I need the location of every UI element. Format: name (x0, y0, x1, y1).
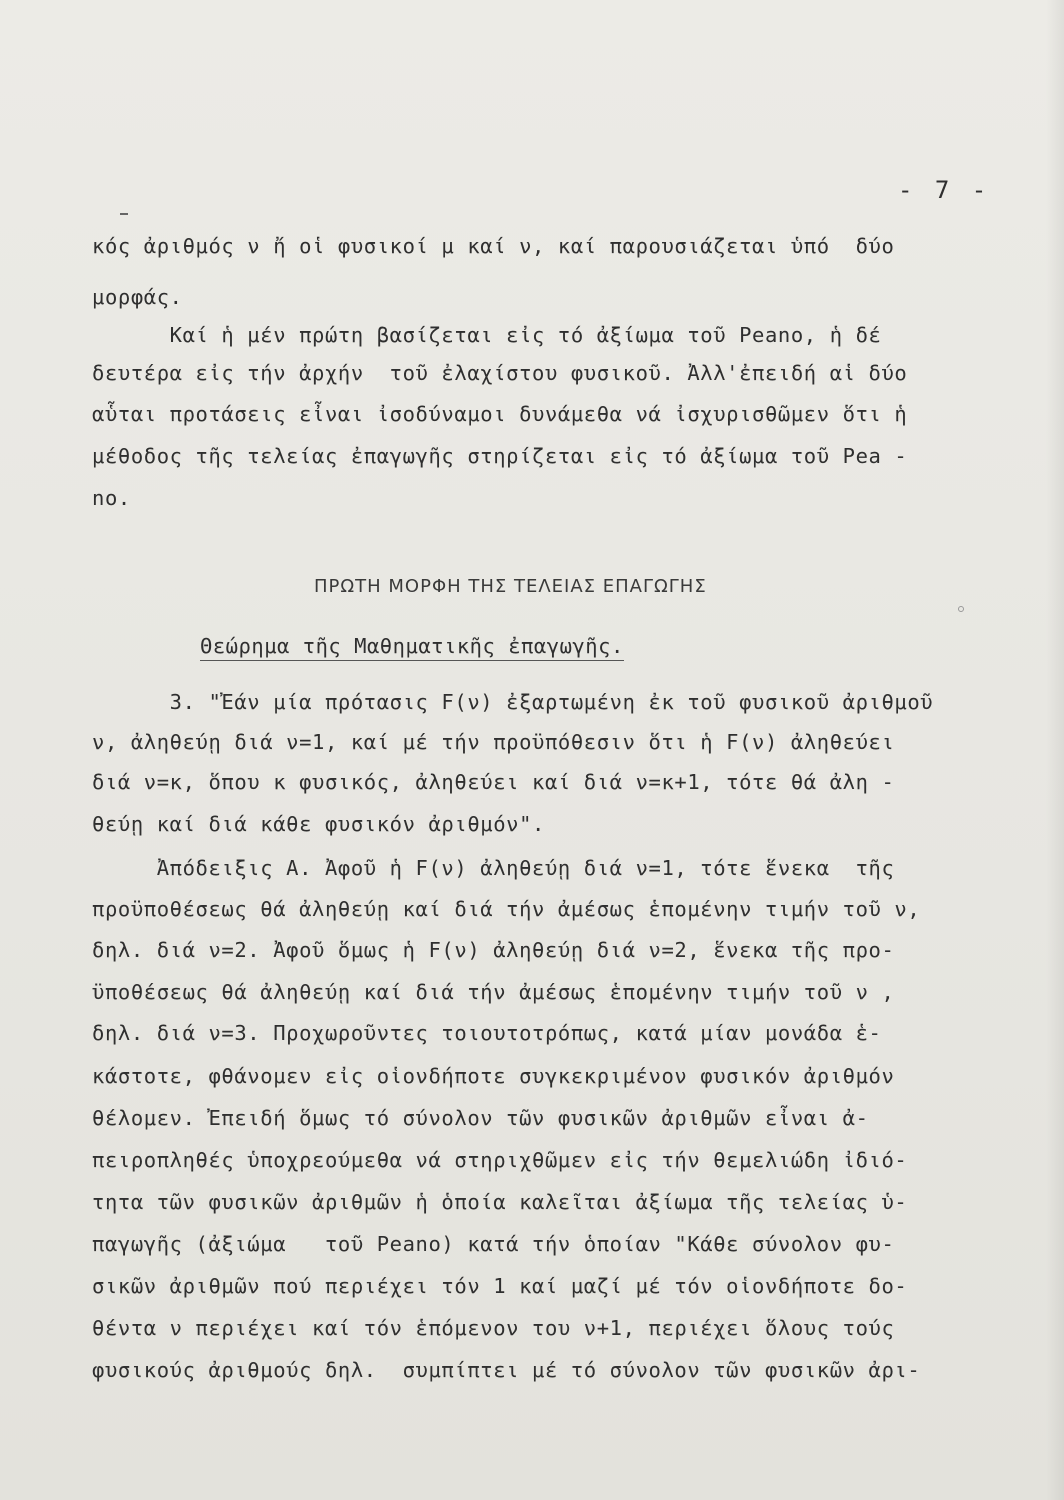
text-line: τητα τῶν φυσικῶν ἀριθμῶν ἡ ὁποία καλεῖται ἀξίωμα τῆς τελείας ὑ- (92, 1190, 908, 1214)
stray-mark (120, 213, 128, 215)
text-line: κάστοτε, φθάνομεν εἰς οἱονδήποτε συγκεκριμένον φυσικόν ἀριθμόν (92, 1064, 895, 1088)
text-line: δηλ. διά ν=3. Προχωροῦντες τοιουτοτρόπως, κατά μίαν μονάδα ἑ- (92, 1021, 882, 1045)
text-line: μέθοδος τῆς τελείας ἐπαγωγῆς στηρίζεται εἰς τό ἀξίωμα τοῦ Pea - (92, 444, 908, 468)
text-line: no. (92, 486, 131, 510)
paper-speck (958, 606, 964, 612)
text-line: ν, ἀληθεύῃ διά ν=1, καί μέ τήν προϋπόθεσιν ὅτι ἡ F(ν) ἀληθεύει (92, 730, 895, 754)
text-line: ϋποθέσεως θά ἀληθεύῃ καί διά τήν ἀμέσως ἑπομένην τιμήν τοῦ ν , (92, 980, 895, 1004)
text-line: Ἀπόδειξις Α. Ἀφοῦ ἡ F(ν) ἀληθεύῃ διά ν=1, τότε ἕνεκα τῆς (92, 856, 895, 880)
text-line: πειροπληθές ὑποχρεούμεθα νά στηριχθῶμεν εἰς τήν θεμελιώδη ἰδιό- (92, 1148, 908, 1172)
text-line: 3. "Ἐάν μία πρότασις F(ν) ἐξαρτωμένη ἐκ τοῦ φυσικοῦ ἀριθμοῦ (92, 690, 934, 714)
text-line: μορφάς. (92, 285, 183, 309)
text-line: θέλομεν. Ἐπειδή ὅμως τό σύνολον τῶν φυσικῶν ἀριθμῶν εἶναι ἀ- (92, 1106, 869, 1130)
text-line: προϋποθέσεως θά ἀληθεύῃ καί διά τήν ἀμέσως ἑπομένην τιμήν τοῦ ν, (92, 897, 921, 921)
section-heading: ΠΡΩΤΗ ΜΟΡΦΗ ΤΗΣ ΤΕΛΕΙΑΣ ΕΠΑΓΩΓΗΣ (314, 576, 707, 597)
text-line: σικῶν ἀριθμῶν πού περιέχει τόν 1 καί μαζί μέ τόν οἱονδήποτε δο- (92, 1274, 908, 1298)
page-edge-shadow (1046, 0, 1064, 1500)
theorem-title: Θεώρημα τῆς Μαθηματικῆς ἐπαγωγῆς. (200, 634, 624, 661)
text-line: παγωγῆς (ἀξιώμα τοῦ Peano) κατά τήν ὁποίαν "Κάθε σύνολον φυ- (92, 1232, 895, 1256)
text-line: θεύῃ καί διά κάθε φυσικόν ἀριθμόν". (92, 812, 545, 836)
text-line: αὗται προτάσεις εἶναι ἰσοδύναμοι δυνάμεθα νά ἰσχυρισθῶμεν ὅτι ἡ (92, 402, 908, 426)
page-number: - 7 - (898, 176, 991, 204)
text-line: δηλ. διά ν=2. Ἀφοῦ ὅμως ἡ F(ν) ἀληθεύῃ διά ν=2, ἕνεκα τῆς προ- (92, 938, 895, 962)
text-line: κός ἀριθμός ν ἤ οἱ φυσικοί μ καί ν, καί παρουσιάζεται ὑπό δύο (92, 234, 895, 258)
text-line: διά ν=κ, ὅπου κ φυσικός, ἀληθεύει καί διά ν=κ+1, τότε θά ἀλη - (92, 770, 895, 794)
text-line: δευτέρα εἰς τήν ἀρχήν τοῦ ἐλαχίστου φυσικοῦ. Ἀλλ'ἐπειδή αἱ δύο (92, 361, 908, 385)
text-line: Καί ἡ μέν πρώτη βασίζεται εἰς τό ἀξίωμα τοῦ Peano, ἡ δέ (92, 323, 882, 347)
text-line: θέντα ν περιέχει καί τόν ἑπόμενον του ν+1, περιέχει ὅλους τούς (92, 1316, 895, 1340)
text-line: φυσικούς ἀριθμούς δηλ. συμπίπτει μέ τό σύνολον τῶν φυσικῶν ἀρι- (92, 1358, 921, 1382)
